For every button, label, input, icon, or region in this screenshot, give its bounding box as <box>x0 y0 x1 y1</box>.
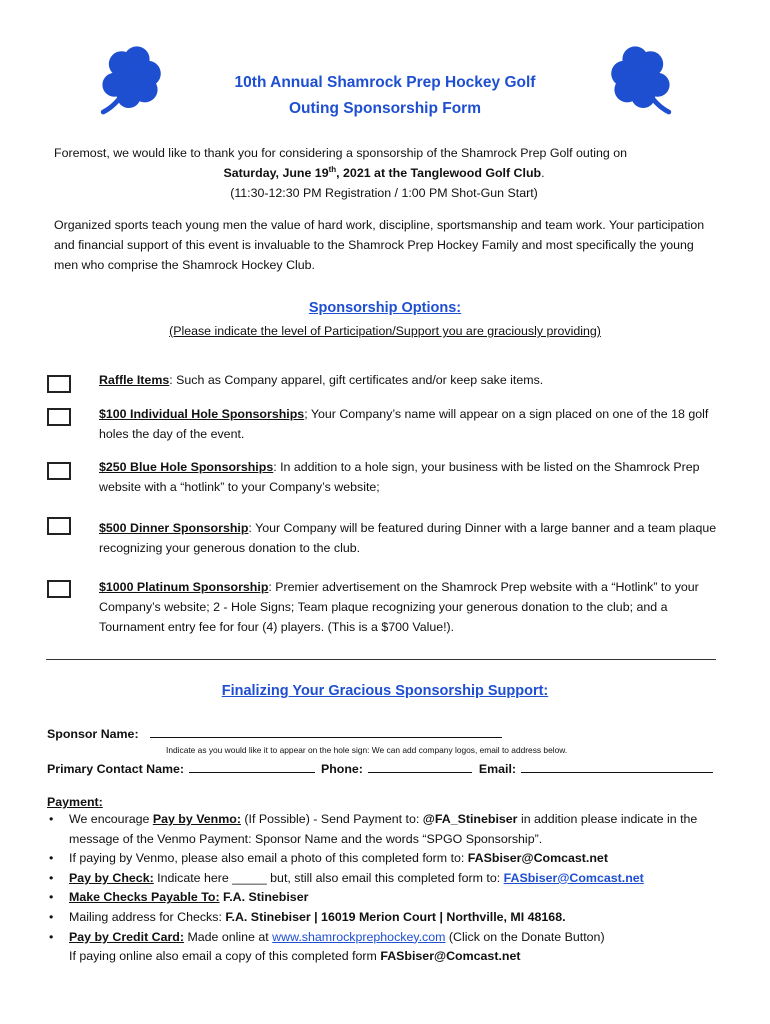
checks-payable-label: Make Checks Payable To: <box>69 890 220 905</box>
option-label: Raffle Items <box>99 373 170 387</box>
option-100-hole <box>99 404 719 444</box>
option-text: : In addition to a hole sign, your business with be listed on the Shamrock Prep website with a “hotlink” to your Company’s website; <box>99 460 700 495</box>
option-text: : Your Company will be featured during Dinner with a large banner and a team plaque recognizing your generous donation to the club. <box>99 521 717 556</box>
mailing-address: F.A. Stinebiser | 16019 Merion Court | Northville, MI 48168. <box>225 909 566 924</box>
payment-check <box>47 869 727 889</box>
check-pre: Indicate here <box>153 870 233 885</box>
phone-label: Phone: <box>320 762 363 776</box>
mailing-pre: Mailing address for Checks: <box>69 909 226 924</box>
online-copy-text: If paying online also email a copy of this completed form <box>69 949 381 964</box>
sponsor-name-label: Sponsor Name: <box>47 727 139 741</box>
payment-list <box>47 810 727 967</box>
event-date-text: Saturday, June 19 <box>223 166 329 181</box>
bullet-icon: • <box>49 851 54 866</box>
sponsor-name-field[interactable] <box>150 725 502 738</box>
email-field[interactable] <box>521 760 713 773</box>
payment-credit <box>47 928 727 967</box>
online-copy-email: FASbiser@Comcast.net <box>380 949 521 964</box>
option-text: : Premier advertisement on the Shamrock Prep website with a “Hotlink” to your Company’s website; 2 - Hole Signs; Team plaque recognizing your generous donation to the club; and a Tournament entry fee for four (4) players. (This is a $700 Value!). <box>99 580 699 635</box>
option-raffle-items <box>99 370 719 390</box>
option-text: ; Your Company’s name will appear on a sign placed on one of the 18 golf holes the day of the event. <box>99 407 709 442</box>
finalizing-heading: Finalizing Your Gracious Sponsorship Support: <box>221 683 549 699</box>
bullet-icon: • <box>49 909 54 924</box>
bullet-icon: • <box>49 870 54 885</box>
hole-100-checkbox[interactable] <box>47 408 71 426</box>
intro <box>54 143 714 203</box>
form-title <box>180 70 590 123</box>
title-line-1: 10th Annual Shamrock Prep Hockey Golf <box>234 74 536 91</box>
contact-name-label: Primary Contact Name: <box>47 762 185 776</box>
shamrock-icon <box>600 40 680 120</box>
sponsorship-options-subheading: (Please indicate the level of Participation/Support you are graciously providing) <box>169 324 601 338</box>
website-link[interactable]: www.shamrockprephockey.com <box>272 929 446 944</box>
title-line-2: Outing Sponsorship Form <box>288 100 482 118</box>
payment-mailing <box>47 908 727 928</box>
hole-250-checkbox[interactable] <box>47 462 71 480</box>
sponsor-name-hint: Indicate as you would like it to appear on the hole sign: We can add company logos, email to address below. <box>166 745 568 755</box>
intro-paragraph: Organized sports teach young men the value of hard work, discipline, sportsmanship and team work. Your participation and financial support of this event is invaluable to the Shamrock Prep Hockey Family and most specifically the young men who comprise the Shamrock Hockey Club. <box>54 218 705 273</box>
venmo-label: Pay by Venmo: <box>152 812 241 826</box>
check-label: Pay by Check: <box>69 870 154 885</box>
check-blank-field[interactable]: _____ <box>232 870 267 885</box>
intro-line: Foremost, we would like to thank you for considering a sponsorship of the Shamrock Prep Golf outing on <box>54 146 628 160</box>
shamrock-icon <box>92 40 172 120</box>
venmo-mid: (If Possible) - Send Payment to: <box>240 812 423 826</box>
credit-post: (Click on the Donate Button) <box>445 929 605 944</box>
venmo-pre: We encourage <box>69 812 153 826</box>
credit-pre: Made online at <box>184 929 273 944</box>
platinum-1000-checkbox[interactable] <box>47 580 71 598</box>
phone-field[interactable] <box>368 760 472 773</box>
venmo-photo-text: If paying by Venmo, please also email a photo of this completed form to: <box>69 851 468 866</box>
contact-name-field[interactable] <box>189 760 315 773</box>
event-date-period: . <box>541 166 545 181</box>
option-text: : Such as Company apparel, gift certificates and/or keep sake items. <box>169 373 544 387</box>
email-label: Email: <box>478 762 517 776</box>
online-copy-line <box>69 947 727 967</box>
raffle-items-checkbox[interactable] <box>47 375 71 393</box>
venmo-photo-email: FASbiser@Comcast.net <box>467 851 608 866</box>
checks-payable-value: F.A. Stinebiser <box>219 890 309 905</box>
payment-venmo <box>47 810 727 849</box>
option-500-dinner <box>99 518 719 558</box>
venmo-post: in addition please indicate in the message of the Venmo Payment: Sponsor Name and the words “SPGO Sponsorship”. <box>69 812 698 846</box>
bullet-icon: • <box>49 812 54 826</box>
option-label: $100 Individual Hole Sponsorships <box>99 407 305 421</box>
check-email-link[interactable]: FASbiser@Comcast.net <box>503 870 644 885</box>
divider <box>46 659 716 660</box>
bullet-icon: • <box>49 929 54 944</box>
option-label: $250 Blue Hole Sponsorships <box>99 460 274 474</box>
dinner-500-checkbox[interactable] <box>47 517 71 535</box>
credit-label: Pay by Credit Card: <box>69 929 184 944</box>
event-date <box>54 163 714 183</box>
option-label: $1000 Platinum Sponsorship <box>99 580 269 594</box>
bullet-icon: • <box>49 890 54 905</box>
payment-heading: Payment: <box>47 795 103 809</box>
event-date-venue: , 2021 at the Tanglewood Golf Club <box>336 166 542 181</box>
option-label: $500 Dinner Sponsorship <box>99 521 249 535</box>
contact-row <box>47 759 713 779</box>
event-date-sup: th <box>328 164 337 174</box>
option-1000-platinum <box>99 577 719 637</box>
payment-venmo-photo <box>47 849 727 869</box>
sponsorship-options-heading: Sponsorship Options: <box>308 300 462 316</box>
check-post: but, still also email this completed form to: <box>266 870 504 885</box>
sponsor-name-row <box>47 724 502 744</box>
payment-checks-payable <box>47 888 727 908</box>
event-times: (11:30-12:30 PM Registration / 1:00 PM Shot-Gun Start) <box>230 186 538 201</box>
venmo-handle: @FA_Stinebiser <box>422 812 518 826</box>
option-250-hole <box>99 457 719 497</box>
